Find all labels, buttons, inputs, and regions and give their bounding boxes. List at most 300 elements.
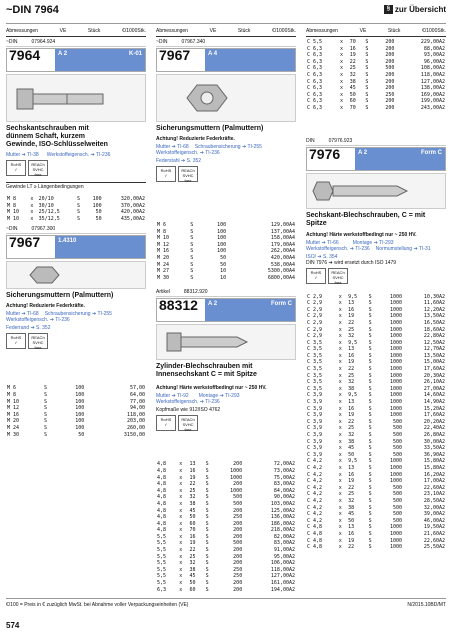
table-cell: 3150,00 — [123, 431, 145, 438]
product-note: Achtung! Härte werkstoffbedingt nur ~ 250 HV. — [306, 231, 417, 238]
table-cell: 127,00A2 — [270, 573, 295, 580]
table-row[interactable] — [6, 412, 146, 419]
table-row[interactable] — [306, 46, 446, 53]
table-row[interactable] — [306, 419, 446, 426]
column-headers — [156, 28, 296, 37]
table-cell: C 4,2 — [307, 517, 323, 524]
table-cell: 203,00 — [126, 418, 145, 425]
table-cell: C 4,8 — [307, 524, 323, 531]
table-row[interactable] — [306, 505, 446, 512]
din-num: 07967.340 — [181, 39, 206, 45]
table-cell: S — [368, 432, 372, 438]
table-row[interactable] — [156, 560, 296, 567]
table-row[interactable] — [306, 320, 446, 327]
table-row[interactable] — [156, 255, 296, 262]
table-cell: S — [368, 366, 372, 373]
table-cell: 5,5 — [157, 540, 167, 547]
rohs-badge: RoHS ✓ — [306, 268, 326, 284]
table-cell: 39,00A2 — [423, 511, 445, 518]
table-cell: C 2,9 — [307, 293, 323, 300]
table-row[interactable] — [156, 235, 296, 242]
table-cell: S — [205, 580, 209, 587]
meta-link[interactable]: Normumstellung ➔ TI-31 — [375, 245, 431, 252]
table-row[interactable] — [156, 527, 296, 534]
table-cell: S — [205, 487, 209, 494]
table-row[interactable] — [156, 468, 296, 475]
table-cell: 25 — [189, 553, 196, 560]
table-cell: S — [205, 586, 209, 593]
table-row[interactable] — [306, 465, 446, 472]
table-cell: 25 — [348, 425, 355, 432]
table-row[interactable] — [306, 39, 446, 46]
table-cell: 500 — [393, 425, 403, 432]
table-cell: 179,00A4 — [270, 241, 295, 248]
table-cell: C 4,2 — [307, 464, 323, 471]
table-row[interactable] — [306, 313, 446, 320]
nut-icon — [157, 75, 295, 121]
table-row[interactable] — [306, 458, 446, 465]
table-row[interactable] — [306, 92, 446, 99]
table-row[interactable] — [306, 406, 446, 413]
table-row[interactable] — [156, 554, 296, 561]
table-cell: 320,00A2 — [120, 196, 145, 202]
table-cell: 1000 — [389, 339, 403, 346]
table-cell: x — [338, 504, 342, 511]
product-title: Sechskant-Blechschrauben, C = mit Spitze — [306, 211, 426, 227]
table-cell: 96,00A2 — [423, 58, 445, 65]
table-cell: 229,00A2 — [420, 39, 445, 45]
article-code-box[interactable] — [6, 235, 146, 259]
table-cell: 4,8 — [157, 514, 167, 521]
table-row[interactable] — [6, 216, 146, 223]
meta-link[interactable]: Mutter ➔ TI-66 — [306, 239, 339, 246]
article-code-box[interactable] — [156, 48, 296, 72]
table-row[interactable] — [156, 488, 296, 495]
table-cell: S — [368, 451, 372, 458]
table-row[interactable] — [156, 501, 296, 508]
table-row[interactable] — [306, 359, 446, 366]
table-row[interactable] — [306, 85, 446, 92]
table-cell: C 4,8 — [307, 530, 323, 537]
meta-link[interactable]: Montage ➔ TI-293 — [198, 393, 240, 400]
table-cell: 500 — [393, 438, 403, 445]
table-cell: 1000 — [389, 405, 403, 412]
table-cell: C 3,9 — [307, 432, 323, 438]
table-cell: 200 — [385, 71, 395, 78]
table-row[interactable] — [306, 445, 446, 452]
table-cell: 57,00 — [129, 385, 145, 392]
table-cell: 22 — [348, 544, 355, 551]
table-row[interactable] — [6, 425, 146, 432]
table-cell: 32 — [348, 432, 355, 438]
table-cell: 12,50A2 — [423, 339, 445, 346]
table-cell: x — [338, 293, 342, 300]
table-row[interactable] — [156, 508, 296, 515]
table-cell: C 6,3 — [307, 45, 323, 52]
table-cell: 200 — [233, 481, 243, 488]
table-row[interactable] — [306, 307, 446, 314]
table-cell: 20,30A2 — [423, 372, 445, 379]
table-row[interactable] — [306, 412, 446, 419]
overview-link[interactable] — [384, 5, 446, 14]
product-image — [6, 74, 146, 122]
table-cell: C 2,9 — [307, 313, 323, 320]
table-cell: 16 — [348, 306, 355, 313]
table-cell: C 3,5 — [307, 359, 323, 366]
table-row[interactable] — [306, 392, 446, 399]
table-row[interactable] — [306, 498, 446, 505]
table-row[interactable] — [306, 52, 446, 59]
table-cell: S — [368, 544, 372, 551]
table-cell: 200 — [385, 45, 395, 52]
hdr-ve: VE — [59, 28, 67, 34]
table-cell: 100 — [75, 385, 85, 392]
table-row[interactable] — [6, 385, 146, 392]
table-cell: C 3,9 — [307, 425, 323, 432]
hdr-price: €/1000Stk. — [122, 28, 146, 34]
table-row[interactable] — [156, 275, 296, 282]
din-std: ~DIN — [156, 39, 168, 45]
table-cell: x — [338, 524, 342, 531]
table-cell: S — [368, 379, 372, 386]
meta-link[interactable]: Werkstoffeigensch. ➔ TI-236 — [306, 245, 370, 252]
table-cell: S — [43, 431, 47, 438]
table-cell: 9,5 — [348, 293, 358, 300]
table-cell: S — [368, 339, 372, 346]
table-row[interactable] — [306, 333, 446, 340]
table-cell: S — [368, 372, 372, 379]
table-cell: S — [205, 540, 209, 547]
meta-links — [6, 152, 146, 158]
table-cell: 420,00A2 — [120, 209, 145, 216]
table-cell: x — [179, 586, 183, 593]
table-row[interactable] — [306, 524, 446, 531]
table-cell: 16,20A2 — [423, 471, 445, 478]
table-cell: 25/12,5 — [38, 209, 60, 216]
page-number: 574 — [6, 621, 20, 630]
table-row[interactable] — [156, 481, 296, 488]
table-cell: 5,5 — [157, 547, 167, 554]
table-row[interactable] — [6, 405, 146, 412]
table-cell: S — [368, 352, 372, 359]
table-cell: 200 — [385, 39, 395, 45]
table-cell: 50 — [78, 431, 85, 438]
table-cell: 73,00A2 — [273, 467, 295, 474]
table-cell: 25 — [348, 326, 355, 333]
hdr-ve: VE — [209, 28, 217, 34]
reach-badge: REACh SVHC free — [178, 415, 198, 431]
table-cell: x — [340, 65, 344, 72]
table-row[interactable] — [156, 534, 296, 541]
hdr-ve: VE — [359, 28, 367, 34]
table-cell: 17,60A2 — [423, 412, 445, 419]
table-row[interactable] — [306, 79, 446, 86]
table-row[interactable] — [156, 475, 296, 482]
table-cell: C 4,8 — [307, 537, 323, 544]
table-row[interactable] — [156, 567, 296, 574]
table-row[interactable] — [156, 587, 296, 594]
table-cell: 26,10A2 — [423, 379, 445, 386]
table-row[interactable] — [156, 222, 296, 229]
table-cell: 100 — [75, 418, 85, 425]
table-row[interactable] — [156, 547, 296, 554]
table-row[interactable] — [6, 203, 146, 210]
table-row[interactable] — [156, 262, 296, 269]
table-row[interactable] — [306, 327, 446, 334]
table-cell: 169,00A2 — [420, 91, 445, 98]
table-row[interactable] — [6, 209, 146, 216]
table-cell: S — [368, 392, 372, 399]
table-row[interactable] — [306, 105, 446, 112]
table-cell: S — [368, 405, 372, 412]
table-cell: 500 — [393, 418, 403, 425]
table-cell: 70 — [349, 39, 356, 45]
table-cell: S — [76, 209, 80, 216]
table-row[interactable] — [306, 425, 446, 432]
material-extra: K-01 — [128, 51, 142, 57]
table-cell: x — [179, 514, 183, 521]
table-cell: 10 — [220, 274, 227, 281]
table-cell: 200 — [233, 560, 243, 567]
iso-link[interactable]: ISO/ ➔ S. 354 — [306, 253, 338, 260]
table-cell: M 16 — [7, 411, 20, 418]
table-row[interactable] — [156, 229, 296, 236]
table-cell: C 2,9 — [307, 306, 323, 313]
table-row[interactable] — [156, 573, 296, 580]
table-cell: 84,00A2 — [273, 487, 295, 494]
table-cell: 260,00 — [126, 424, 145, 431]
table-row[interactable] — [156, 268, 296, 275]
table-cell: 16 — [348, 352, 355, 359]
table-cell: 22,80A2 — [423, 333, 445, 340]
meta-link[interactable]: Mutter ➔ TI-92 — [156, 393, 189, 400]
rohs-badge: RoHS ✓ — [6, 160, 26, 176]
article-code-box[interactable] — [6, 48, 146, 72]
table-row[interactable] — [156, 580, 296, 587]
meta-link[interactable]: Werkstoffeigensch. ➔ TI-236 — [156, 399, 220, 406]
table-row[interactable] — [156, 514, 296, 521]
article-code-box[interactable] — [306, 147, 446, 171]
hdr-stk: Stück — [87, 28, 101, 34]
table-cell: x — [179, 580, 183, 587]
table-cell: 60 — [189, 520, 196, 527]
table-cell: x — [340, 78, 344, 85]
table-row[interactable] — [156, 540, 296, 547]
table-cell: 199,00A2 — [420, 98, 445, 105]
table-row[interactable] — [306, 72, 446, 79]
table-cell: C 4,2 — [307, 511, 323, 518]
table-cell: x — [338, 339, 342, 346]
table-row[interactable] — [306, 399, 446, 406]
table-cell: 45 — [189, 573, 196, 580]
table-cell: C 2,9 — [307, 333, 323, 340]
table-row[interactable] — [306, 531, 446, 538]
table-cell: 12,70A2 — [423, 346, 445, 353]
meta-link[interactable]: Mutter ➔ TI-38 — [6, 152, 39, 158]
table-cell: x — [338, 471, 342, 478]
price-table — [156, 461, 296, 593]
table-cell: 19 — [348, 359, 355, 366]
table-row[interactable] — [306, 346, 446, 353]
table-cell: S — [368, 412, 372, 419]
table-cell: 100 — [75, 398, 85, 405]
table-cell: S — [365, 98, 369, 105]
table-row[interactable] — [306, 340, 446, 347]
table-cell: 500 — [393, 511, 403, 518]
table-cell: C 4,2 — [307, 484, 323, 491]
table-cell: S — [205, 481, 209, 488]
table-row[interactable] — [306, 373, 446, 380]
table-cell: x — [338, 438, 342, 445]
table-row[interactable] — [306, 65, 446, 72]
table-row[interactable] — [306, 98, 446, 105]
table-cell: 38 — [189, 500, 196, 507]
table-cell: C 6,3 — [307, 85, 323, 92]
table-cell: S — [205, 461, 209, 468]
table-row[interactable] — [306, 59, 446, 66]
material-label — [205, 49, 295, 71]
column-1 — [6, 28, 146, 438]
table-cell: x — [338, 319, 342, 326]
table-row[interactable] — [6, 196, 146, 203]
head-dimensions: Kopfmaße wie 912/ISO 4762 — [156, 407, 221, 414]
table-row[interactable] — [306, 300, 446, 307]
column-headers — [6, 28, 146, 37]
table-row[interactable] — [306, 432, 446, 439]
meta-link[interactable]: Werkstoffeigensch. ➔ TI-236 — [156, 150, 220, 156]
table-row[interactable] — [306, 472, 446, 479]
table-cell: M 30 — [7, 431, 20, 438]
table-cell: x — [338, 537, 342, 544]
table-cell: 25 — [348, 372, 355, 379]
meta-link[interactable]: Mutter ➔ TI-68 — [6, 311, 39, 318]
table-row[interactable] — [156, 461, 296, 468]
table-cell: 22 — [348, 319, 355, 326]
table-row[interactable] — [306, 294, 446, 301]
table-cell: 46,00A2 — [423, 517, 445, 524]
table-cell: 16 — [349, 45, 356, 52]
din-line — [6, 39, 146, 47]
table-cell: 100 — [217, 222, 227, 228]
table-row[interactable] — [156, 248, 296, 255]
table-cell: M 6 — [7, 385, 17, 392]
table-row[interactable] — [306, 353, 446, 360]
material-extra: Form C — [421, 149, 442, 156]
hdr-stk: Stück — [387, 28, 401, 34]
table-cell: x — [338, 326, 342, 333]
table-row[interactable] — [306, 366, 446, 373]
article-code-box[interactable] — [156, 298, 296, 322]
table-cell: 200 — [385, 78, 395, 85]
table-cell: 50 — [95, 209, 102, 216]
hdr-dims: Abmessungen — [6, 28, 38, 34]
table-cell: 26,80A2 — [423, 432, 445, 438]
spring-link[interactable]: Federrand ➔ S. 352 — [6, 325, 51, 332]
table-row[interactable] — [306, 518, 446, 525]
table-cell: 13 — [348, 524, 355, 531]
table-cell: x — [340, 98, 344, 105]
meta-link[interactable]: Mutter ➔ TI-68 — [156, 144, 189, 150]
table-cell: 500 — [393, 497, 403, 504]
spring-link[interactable]: Federstahl ➔ S. 352 — [156, 158, 202, 164]
table-cell: 1000 — [230, 474, 243, 481]
table-cell: M 16 — [157, 248, 170, 255]
meta-link[interactable]: Montage ➔ TI-293 — [352, 239, 394, 246]
table-cell: 1000 — [389, 313, 403, 320]
table-cell: S — [205, 533, 209, 540]
table-row[interactable] — [306, 491, 446, 498]
table-cell: 262,00A4 — [270, 248, 295, 255]
table-cell: 4,8 — [157, 461, 167, 468]
table-row[interactable] — [156, 521, 296, 528]
table-row[interactable] — [6, 392, 146, 399]
table-row[interactable] — [306, 511, 446, 518]
table-row[interactable] — [306, 452, 446, 459]
table-cell: 500 — [393, 451, 403, 458]
material-extra: Form C — [271, 301, 292, 308]
table-row[interactable] — [306, 478, 446, 485]
table-cell: S — [368, 464, 372, 471]
thread-note: Gewinde LT ≥ Längenbedingungen — [6, 182, 146, 190]
table-row[interactable] — [6, 418, 146, 425]
table-cell: 6800,00A4 — [267, 274, 295, 281]
table-cell: 19 — [348, 412, 355, 419]
table-row[interactable] — [306, 439, 446, 446]
table-cell: S — [205, 474, 209, 481]
product-title: Zylinder-Blechschrauben mit Innensechskant C = mit Spitze — [156, 363, 257, 379]
price-table — [6, 196, 146, 222]
meta-link[interactable]: Schraubensicherung ➔ TI-255 — [44, 311, 112, 318]
hdr-price: €/1000Stk. — [272, 28, 296, 34]
table-cell: 22 — [348, 366, 355, 373]
table-cell: x — [30, 202, 34, 209]
table-cell: 186,00A2 — [270, 520, 295, 527]
table-cell: x — [340, 39, 344, 45]
table-row[interactable] — [306, 538, 446, 545]
table-row[interactable] — [156, 242, 296, 249]
table-row[interactable] — [306, 386, 446, 393]
table-cell: 13,50A2 — [423, 352, 445, 359]
table-cell: 50 — [189, 580, 196, 587]
table-cell: S — [205, 520, 209, 527]
table-cell: S — [43, 411, 47, 418]
table-cell: 22 — [348, 484, 355, 491]
table-cell: S — [76, 215, 80, 222]
table-cell: 137,00A4 — [270, 228, 295, 235]
meta-link[interactable]: Werkstoffeigensch. ➔ TI-236 — [46, 152, 111, 158]
table-cell: C 3,5 — [307, 372, 323, 379]
table-row[interactable] — [306, 544, 446, 551]
table-row[interactable] — [6, 399, 146, 406]
material: A 2 — [208, 301, 218, 308]
table-cell: 15,80A2 — [423, 458, 445, 465]
table-row[interactable] — [306, 485, 446, 492]
table-cell: x — [340, 91, 344, 98]
table-row[interactable] — [6, 432, 146, 439]
table-cell: S — [205, 560, 209, 567]
meta-link[interactable]: Schraubensicherung ➔ TI-255 — [194, 144, 262, 150]
price-table — [306, 39, 446, 112]
table-row[interactable] — [306, 379, 446, 386]
price-table — [156, 222, 296, 281]
table-cell: 33,50A2 — [423, 445, 445, 452]
compliance-badges — [156, 415, 296, 431]
din-num: 07976.923 — [328, 137, 353, 144]
table-cell: 83,00A2 — [273, 540, 295, 547]
table-row[interactable] — [156, 494, 296, 501]
footer-divider — [6, 598, 446, 599]
meta-link[interactable]: Werkstoffeigensch. ➔ TI-236 — [6, 317, 70, 324]
